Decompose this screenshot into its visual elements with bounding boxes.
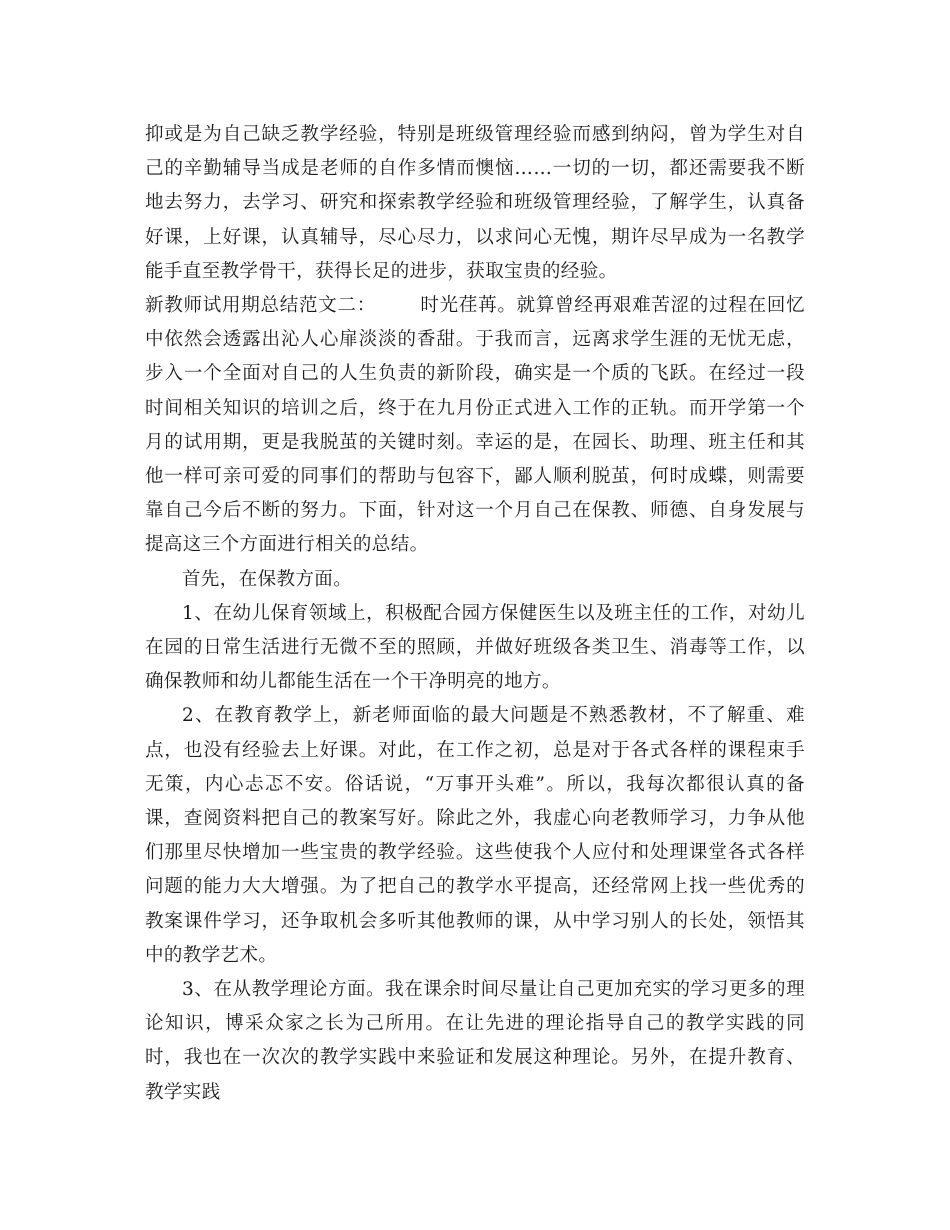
section-heading: 新教师试用期总结范文二：: [145, 295, 376, 317]
paragraph-theory-section: 3、在从教学理论方面。我在课余时间尽量让自己更加充实的学习更多的理论知识，博采众家之长为己所用。在让先进的理论指导自己的教学实践的同时，我也在一次次的教学实践中来验证和发展这种理论。另外，在提升教育、教学实践: [145, 979, 805, 1103]
paragraph-first-point: 首先，在保教方面。: [182, 568, 353, 590]
paragraph-teaching-section: 2、在教育教学上，新老师面临的最大问题是不熟悉教材，不了解重、难点，也没有经验去上好课。对此，在工作之初，总是对于各式各样的课程束手无策，内心忐忑不安。俗话说，“万事开头难”。所以，我每次都很认真的备课，查阅资料把自己的教案写好。除此之外，我虚心向老教师学习，力争从他们那里尽快增加一些宝贵的教学经验。这些使我个人应付和处理课堂各式各样问题的能力大大增强。为了把自己的教学水平提高，还经常网上找一些优秀的教案课件学习，还争取机会多听其他教师的课，从中学习别人的长处，领悟其中的教学艺术。: [145, 705, 805, 966]
document-body: [145, 118, 805, 1110]
paragraph-continuation: 抑或是为自己缺乏教学经验，特别是班级管理经验而感到纳闷，曾为学生对自己的辛勤辅导当成是老师的自作多情而懊恼……一切的一切，都还需要我不断地去努力，去学习、研究和探索教学经验和班级管理经验，了解学生，认真备好课，上好课，认真辅导，尽心尽力，以求问心无愧，期许尽早成为一名教学能手直至教学骨干，获得长足的进步，获取宝贵的经验。: [145, 124, 805, 282]
paragraph-text: 时光荏苒。就算曾经再艰难苦涩的过程在回忆中依然会透露出沁人心扉淡淡的香甜。于我而言，远离求学生涯的无忧无虑，步入一个全面对自己的人生负责的新阶段，确实是一个质的飞跃。在经过一段时间相关知识的培训之后，终于在九月份正式进入工作的正轨。而开学第一个月的试用期，更是我脱茧的关键时刻。幸运的是，在园长、助理、班主任和其他一样可亲可爱的同事们的帮助与包容下，鄙人顺利脱茧，何时成蝶，则需要靠自己今后不断的努力。下面，针对这一个月自己在保教、师德、自身发展与提高这三个方面进行相关的总结。: [145, 295, 805, 556]
paragraph-sample-two: [145, 289, 805, 563]
paragraph-care-section: 1、在幼儿保育领域上，积极配合园方保健医生以及班主任的工作，对幼儿在园的日常生活进行无微不至的照顾，并做好班级各类卫生、消毒等工作，以确保教师和幼儿都能生活在一个干净明亮的地方。: [145, 602, 805, 693]
